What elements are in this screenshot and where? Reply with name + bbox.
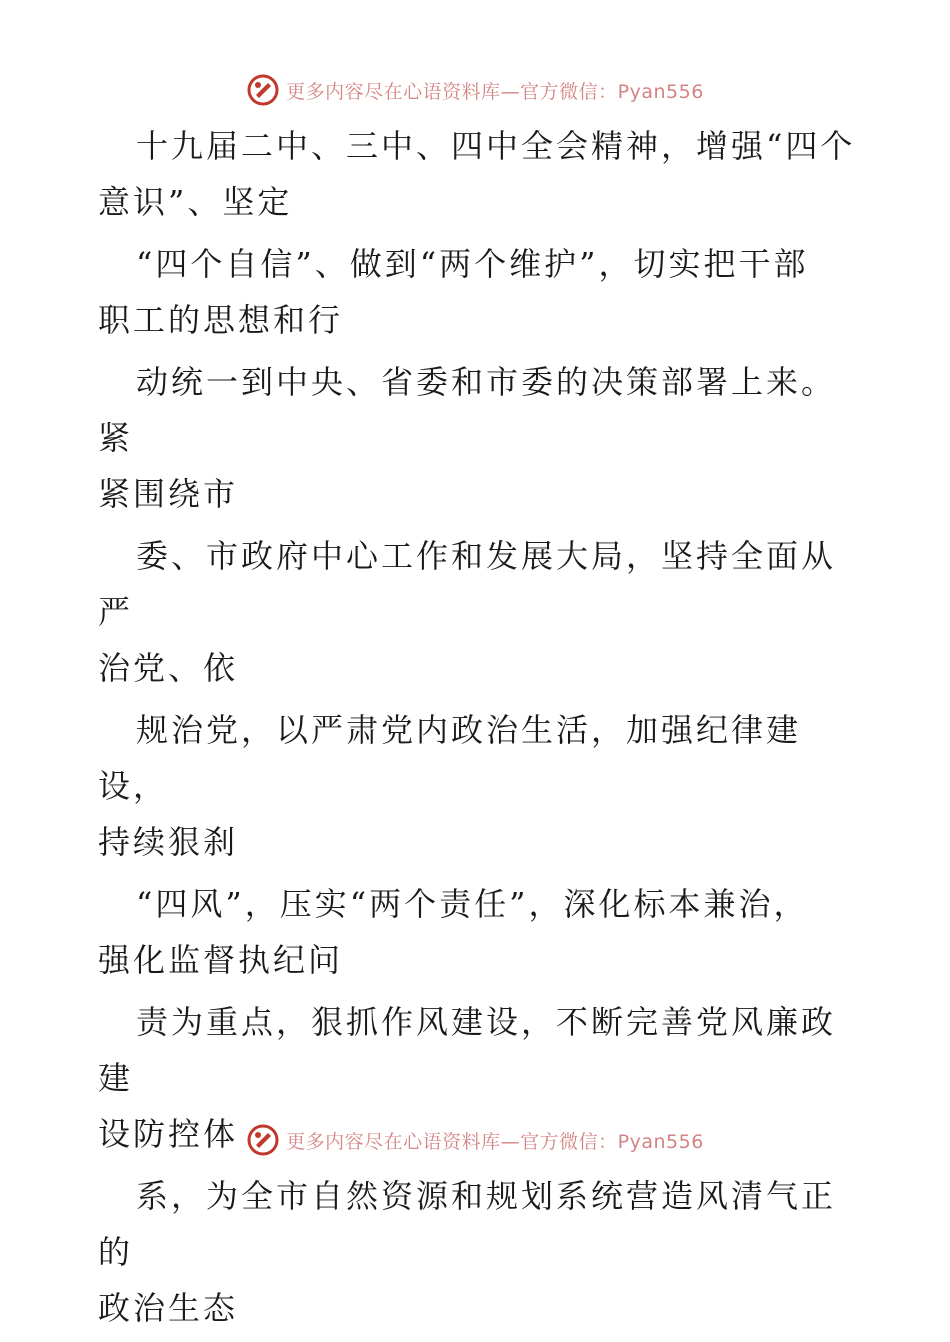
paragraph xyxy=(98,236,858,348)
paragraph-line: 规治党，以严肃党内政治生活，加强纪律建设， xyxy=(98,711,802,805)
paragraph-line: 持续狠刹 xyxy=(98,823,239,861)
paragraph xyxy=(98,528,858,696)
paragraph xyxy=(98,702,858,870)
paragraph-line: “四个自信”、做到“两个维护”，切实把干部 xyxy=(136,245,809,283)
paragraph xyxy=(98,876,858,988)
paragraph xyxy=(98,354,858,522)
paragraph-line: 动统一到中央、省委和市委的决策部署上来。紧 xyxy=(98,363,837,457)
paragraph-line: 十九届二中、三中、四中全会精神，增强“四个 xyxy=(136,127,856,165)
paragraph-line: 治党、依 xyxy=(98,649,239,687)
paragraph-line: 强化监督执纪问 xyxy=(98,941,344,979)
paragraph-line: 紧围绕市 xyxy=(98,475,239,513)
paragraph-line: 责为重点，狠抓作风建设，不断完善党风廉政建 xyxy=(98,1003,837,1097)
header-watermark xyxy=(0,70,950,110)
paragraph xyxy=(98,118,858,230)
seal-logo-icon xyxy=(246,73,280,107)
watermark-text: 更多内容尽在心语资料库—官方微信：Pyan556 xyxy=(286,1130,704,1153)
paragraph-line: 政治生态 xyxy=(98,1289,239,1327)
footer-watermark xyxy=(0,1120,950,1160)
paragraph-line: “四风”，压实“两个责任”，深化标本兼治， xyxy=(136,885,809,923)
paragraph-line: 意识”、坚定 xyxy=(98,183,293,221)
seal-logo-icon xyxy=(246,1123,280,1157)
paragraph xyxy=(98,1168,858,1336)
paragraph-line: 职工的思想和行 xyxy=(98,301,344,339)
paragraph-line: 设防控体 xyxy=(98,1115,239,1153)
watermark-text: 更多内容尽在心语资料库—官方微信：Pyan556 xyxy=(286,80,704,103)
paragraph-line: 系，为全市自然资源和规划系统营造风清气正的 xyxy=(98,1177,837,1271)
paragraph-line: 委、市政府中心工作和发展大局，坚持全面从严 xyxy=(98,537,837,631)
